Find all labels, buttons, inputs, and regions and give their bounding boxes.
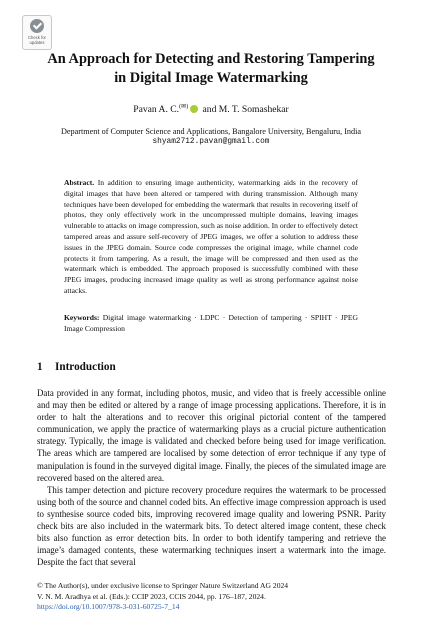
affiliation — [10, 126, 412, 148]
copyright-line: © The Author(s), under exclusive license to Springer Nature Switzerland AG 2024 — [37, 581, 289, 590]
badge-label: Check for updates — [28, 35, 46, 45]
citation-line: V. N. M. Aradhya et al. (Eds.): CCIP 2023, CCIS 2044, pp. 176–187, 2024. — [37, 591, 266, 601]
affiliation-dept: Department of Computer Science and Applications, Bangalore University, Bengaluru, India — [60, 127, 362, 136]
section-title: Introduction — [55, 361, 116, 373]
paper-title: An Approach for Detecting and Restoring Tampering in Digital Image Watermarking — [47, 51, 375, 86]
author-first: Pavan A. C. — [133, 104, 180, 116]
paragraph-1: Data provided in any format, including photos, music, and video that is freely accessible online and may then be edited or altered by a range of image processing applications. Therefore, it is in order to halt the alterations and to recover this original pictorial content of the tampered communication, we apply the practice of watermarking plays as a crucial picture authentication strategy. Typically, the image is validated and checked before being used for image verification. The areas which are tampered are localised by some detection of error technique if any type of manipulation is found in the surveyed digital image. Finally, the pieces of the simulated image are recovered based on the altered area. — [37, 388, 386, 483]
keywords — [64, 313, 358, 335]
checkmark-icon — [30, 19, 44, 33]
keywords-text: Digital image watermarking · LDPC · Detection of tampering · SPIHT · JPEG Image Compression — [64, 313, 359, 333]
abstract-label: Abstract. — [64, 178, 95, 187]
abstract-text: In addition to ensuring image authenticity, watermarking aids in the recovery of digital images that have been altered or tampered with during transmission. Although many techniques have been developed for embedding the watermark that results in recovering itself of photos, they only effectively work in the uncompressed multiple domains, leaving images vulnerable to attacks on image compression, such as noise addition. In order to effectively detect tampered areas and assure self-recovery of JPEG images, we offer a solution to address these issues in the JPEG domain. Source code compresses the original image, while channel code protects it from tampering. As a result, the image will be compressed and then used as the watermark which is embedded. The approach proposed is successfully combined with these JPEG images, producing increased image quality as well as strong performance against noise attacks. — [64, 178, 358, 295]
section-heading — [37, 361, 116, 373]
abstract — [64, 178, 358, 297]
doi-link[interactable]: https://doi.org/10.1007/978-3-031-60725-7_14 — [37, 602, 180, 612]
author-line — [0, 103, 422, 115]
paragraph-2: This tamper detection and picture recovery procedure requires the watermark to be processed using both of the source and channel coded bits. An effective image compression approach is used to synthesise source coded bits, improving recovered image quality and lowering PSNR. Parity check bits are also included in the watermark bits. To detect altered image content, these check bits also function as error detection bits. In order to both identify tampering and retrieve the image’s damaged contents, these watermarking techniques insert a watermark into the image. Despite the fact that several — [37, 484, 386, 568]
keywords-label: Keywords: — [64, 313, 100, 322]
author-rest: and M. T. Somashekar — [202, 104, 289, 116]
author-email[interactable]: shyam2712.pavan@gmail.com — [152, 138, 270, 146]
footnote — [37, 581, 386, 613]
corresponding-mark: (✉) — [179, 104, 189, 110]
section-number: 1 — [37, 361, 43, 373]
body-text — [37, 387, 386, 568]
orcid-icon[interactable] — [190, 105, 198, 113]
check-for-updates-badge[interactable] — [22, 15, 52, 50]
